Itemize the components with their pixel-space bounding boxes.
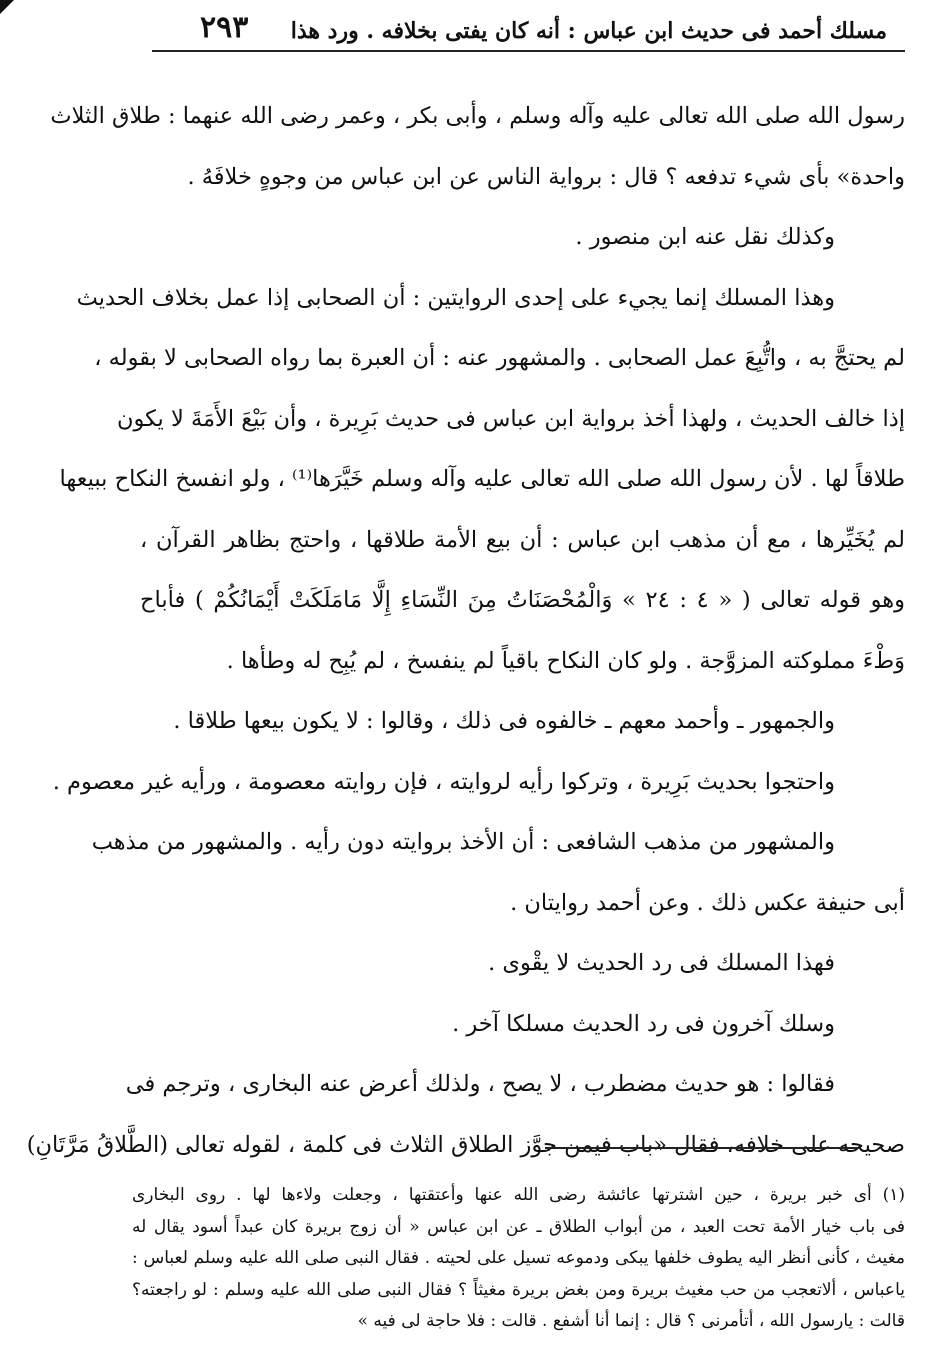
footnote-separator — [545, 1147, 858, 1149]
footnote-line: مغيث ، كأنى أنظر اليه يطوف خلفها يبكى ودموعه تسيل على لحيته . فقال النبى صلى الله عليه وسلم لعباس : — [132, 1248, 905, 1268]
text-line: فقالوا : هو حديث مضطرب ، لا يصح ، ولذلك أعرض عنه البخارى ، وترجم فى — [125, 1071, 835, 1097]
text-line: أبى حنيفة عكس ذلك . وعن أحمد روايتان . — [510, 889, 905, 916]
text-line: رسول الله صلى الله تعالى عليه وآله وسلم ، وأبى بكر ، وعمر رضى الله عنهما : طلاق الثلاث — [50, 103, 905, 129]
text-line: طلاقاً لها . لأن رسول الله صلى الله تعالى عليه وآله وسلم خَيَّرَها⁽¹⁾ ، ولو انفسخ النكاح ببيعها — [59, 466, 905, 492]
text-line: فهذا المسلك فى رد الحديث لا يقْوى . — [488, 950, 835, 976]
page-number: ٢٩٣ — [200, 10, 249, 45]
footnote-line: قالت : يارسول الله ، أتأمرنى ؟ قال : إنما أنا أشفع . قالت : فلا حاجة لى فيه » — [357, 1311, 905, 1331]
text-line: وَطْءَ مملوكته المزوَّجة . ولو كان النكاح باقياً لم ينفسخ ، لم يُبِح له وطأها . — [226, 647, 905, 674]
running-title: مسلك أحمد فى حديث ابن عباس : أنه كان يفتى بخلافه . ورد هذا — [290, 18, 887, 44]
text-line: إذا خالف الحديث ، ولهذا أخذ برواية ابن عباس فى حديث بَرِيرة ، وأن بَيْعَ الأَمَةَ لا يكون — [116, 405, 905, 432]
footnote-line: فى باب خيار الأمة تحت العبد ، من أبواب الطلاق ـ عن ابن عباس « أن زوج بريرة كان عبداً أسود يقال له — [132, 1216, 905, 1237]
text-line: والجمهور ـ وأحمد معهم ـ خالفوه فى ذلك ، وقالوا : لا يكون بيعها طلاقا . — [173, 708, 835, 734]
text-line: وهذا المسلك إنما يجيء على إحدى الروايتين : أن الصحابى إذا عمل بخلاف الحديث — [76, 284, 835, 311]
footnotes — [132, 1180, 905, 1338]
page-header — [152, 12, 905, 52]
page-corner-mark — [0, 0, 14, 14]
main-text — [26, 86, 905, 1175]
text-line: واحدة» بأى شيء تدفعه ؟ قال : برواية الناس عن ابن عباس من وجوهٍ خلافَهُ . — [187, 163, 905, 190]
text-line: وكذلك نقل عنه ابن منصور . — [575, 224, 835, 250]
text-line: وسلك آخرون فى رد الحديث مسلكا آخر . — [452, 1010, 835, 1037]
footnote-line: (١) أى خبر بريرة ، حين اشترتها عائشة رضى الله عنها وأعتقتها ، وجعلت ولاءها لها . روى البخارى — [132, 1185, 905, 1205]
text-line: لم يحتجَّ به ، واتُّبِعَ عمل الصحابى . والمشهور عنه : أن العبرة بما رواه الصحابى لا بقوله ، — [94, 345, 905, 371]
text-line: والمشهور من مذهب الشافعى : أن الأخذ بروايته دون رأيه . والمشهور من مذهب — [91, 829, 835, 855]
text-line: لم يُخَيِّرها ، مع أن مذهب ابن عباس : أن بيع الأمة طلاقها ، واحتج بظاهر القرآن ، — [140, 526, 905, 553]
text-line: وهو قوله تعالى ( « ٤ : ٢٤ » وَالْمُحْصَنَاتُ مِنَ النِّسَاءِ إِلَّا مَامَلَكَتْ أَيْمَانُكُمْ ) فأباح — [140, 587, 905, 613]
text-line: واحتجوا بحديث بَرِيرة ، وتركوا رأيه لروايته ، فإن روايته معصومة ، ورأيه غير معصوم . — [52, 768, 835, 795]
text-line: صحيحه على خلافه، فقال «باب فيمن جوَّز الطلاق الثلاث فى كلمة ، لقوله تعالى (الطَّلاقُ مَرَّتَانِ) — [26, 1131, 905, 1158]
footnote-line: ياعباس ، ألاتعجب من حب مغيث بريرة ومن بغض بريرة مغيثاً ؟ فقال النبى صلى الله عليه وسلم : لو راجعته؟ — [132, 1279, 905, 1300]
